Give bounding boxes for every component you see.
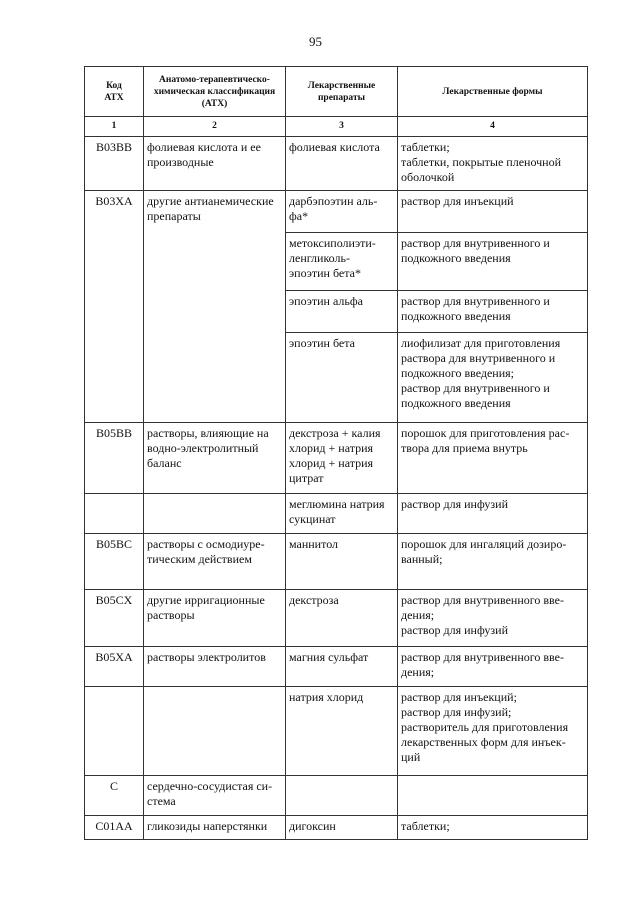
text-line: фолиевая кислота и ее bbox=[147, 140, 261, 154]
header-drugs bbox=[286, 67, 398, 117]
dosage-forms bbox=[398, 137, 588, 191]
dosage-forms bbox=[398, 647, 588, 687]
header-row bbox=[85, 67, 588, 117]
table-row bbox=[85, 647, 588, 687]
atc-class bbox=[144, 137, 286, 191]
text-line: метоксиполиэти- bbox=[289, 236, 376, 250]
dosage-forms bbox=[398, 291, 588, 333]
drug-name bbox=[286, 687, 398, 776]
atc-code: B05BC bbox=[85, 534, 144, 590]
text-line: раствор для инъекций; bbox=[401, 690, 517, 704]
text-line: хлорид + натрия bbox=[289, 456, 374, 470]
table-row bbox=[85, 191, 588, 233]
text-line: Лекарственные формы bbox=[442, 86, 543, 97]
drug-name bbox=[286, 423, 398, 494]
text-line: Анатомо-терапевтическо- bbox=[159, 74, 270, 85]
atc-class bbox=[144, 191, 286, 423]
text-line: сукцинат bbox=[289, 512, 336, 526]
atc-code: B03BB bbox=[85, 137, 144, 191]
atc-class bbox=[144, 494, 286, 534]
text-line: эпоэтин бета* bbox=[289, 266, 361, 280]
text-line: дигоксин bbox=[289, 819, 336, 833]
table-row bbox=[85, 687, 588, 776]
text-line: химическая классификация bbox=[153, 86, 276, 97]
atc-class bbox=[144, 534, 286, 590]
text-line: порошок для приготовления рас- bbox=[401, 426, 570, 440]
column-number: 1 bbox=[85, 117, 144, 137]
text-line: раствор для внутривенного вве- bbox=[401, 593, 564, 607]
text-line: порошок для ингаляций дозиро- bbox=[401, 537, 567, 551]
text-line: стема bbox=[147, 794, 176, 808]
text-line: эпоэтин альфа bbox=[289, 294, 363, 308]
dosage-forms bbox=[398, 534, 588, 590]
drug-name bbox=[286, 291, 398, 333]
text-line: ленгликоль- bbox=[289, 251, 350, 265]
text-line: растворитель для приготовления bbox=[401, 720, 569, 734]
dosage-forms bbox=[398, 191, 588, 233]
drug-name bbox=[286, 534, 398, 590]
dosage-forms bbox=[398, 333, 588, 423]
text-line: декстроза + калия bbox=[289, 426, 381, 440]
header-code bbox=[85, 67, 144, 117]
table-row bbox=[85, 776, 588, 816]
text-line: раствор для инфузий; bbox=[401, 705, 512, 719]
text-line: раствор для внутривенного вве- bbox=[401, 650, 564, 664]
text-line: раствор для внутривенного и bbox=[401, 381, 550, 395]
atc-class bbox=[144, 590, 286, 647]
atc-class bbox=[144, 776, 286, 816]
text-line: раствор для внутривенного и bbox=[401, 236, 550, 250]
dosage-forms bbox=[398, 816, 588, 840]
page-number: 95 bbox=[309, 34, 322, 49]
atc-code: B05CX bbox=[85, 590, 144, 647]
table-row bbox=[85, 590, 588, 647]
text-line: цитрат bbox=[289, 471, 324, 485]
drug-name bbox=[286, 191, 398, 233]
table-row bbox=[85, 494, 588, 534]
atc-class bbox=[144, 687, 286, 776]
dosage-forms bbox=[398, 776, 588, 816]
table-row bbox=[85, 816, 588, 840]
text-line: баланс bbox=[147, 456, 182, 470]
atc-code: B05XA bbox=[85, 647, 144, 687]
atc-code bbox=[85, 687, 144, 776]
dosage-forms bbox=[398, 687, 588, 776]
text-line: водно-электролитный bbox=[147, 441, 259, 455]
drug-name bbox=[286, 333, 398, 423]
text-line: растворы bbox=[147, 608, 195, 622]
text-line: гликозиды наперстянки bbox=[147, 819, 268, 833]
text-line: эпоэтин бета bbox=[289, 336, 355, 350]
atc-code: C01AA bbox=[85, 816, 144, 840]
atc-code: B05BB bbox=[85, 423, 144, 494]
text-line: натрия хлорид bbox=[289, 690, 364, 704]
text-line: раствора для внутривенного и bbox=[401, 351, 556, 365]
table-row bbox=[85, 534, 588, 590]
atc-drug-table bbox=[84, 66, 588, 840]
atc-class bbox=[144, 423, 286, 494]
text-line: оболочкой bbox=[401, 170, 455, 184]
text-line: подкожного введения bbox=[401, 251, 511, 265]
text-line: раствор для инфузий bbox=[401, 497, 508, 511]
text-line: раствор для инъекций bbox=[401, 194, 514, 208]
text-line: ванный; bbox=[401, 552, 443, 566]
text-line: ций bbox=[401, 750, 421, 764]
text-line: декстроза bbox=[289, 593, 339, 607]
text-line: меглюмина натрия bbox=[289, 497, 385, 511]
text-line: Лекарственные bbox=[307, 80, 376, 91]
text-line: (АТХ) bbox=[201, 98, 228, 109]
table-row bbox=[85, 423, 588, 494]
column-number: 2 bbox=[144, 117, 286, 137]
header-atc-classification bbox=[144, 67, 286, 117]
text-line: хлорид + натрия bbox=[289, 441, 374, 455]
text-line: таблетки, покрытые пленочной bbox=[401, 155, 562, 169]
text-line: тическим действием bbox=[147, 552, 252, 566]
dosage-forms bbox=[398, 590, 588, 647]
text-line: фолиевая кислота bbox=[289, 140, 380, 154]
text-line: лиофилизат для приготовления bbox=[401, 336, 561, 350]
text-line: дения; bbox=[401, 665, 435, 679]
drug-name bbox=[286, 233, 398, 291]
dosage-forms bbox=[398, 423, 588, 494]
text-line: Код bbox=[106, 80, 122, 91]
text-line: другие ирригационные bbox=[147, 593, 265, 607]
atc-code: C bbox=[85, 776, 144, 816]
atc-class bbox=[144, 647, 286, 687]
text-line: растворы электролитов bbox=[147, 650, 266, 664]
text-line: маннитол bbox=[289, 537, 339, 551]
text-line: препараты bbox=[317, 92, 366, 103]
header-dosage-forms bbox=[398, 67, 588, 117]
text-line: подкожного введения bbox=[401, 396, 511, 410]
atc-code bbox=[85, 494, 144, 534]
drug-name bbox=[286, 494, 398, 534]
atc-class bbox=[144, 816, 286, 840]
column-number: 3 bbox=[286, 117, 398, 137]
text-line: дарбэпоэтин аль- bbox=[289, 194, 378, 208]
text-line: таблетки; bbox=[401, 140, 450, 154]
dosage-forms bbox=[398, 494, 588, 534]
text-line: другие антианемические bbox=[147, 194, 274, 208]
drug-name bbox=[286, 590, 398, 647]
drug-name bbox=[286, 816, 398, 840]
drug-name bbox=[286, 647, 398, 687]
text-line: магния сульфат bbox=[289, 650, 369, 664]
text-line: сердечно-сосудистая си- bbox=[147, 779, 273, 793]
text-line: АТХ bbox=[104, 92, 124, 103]
text-line: растворы с осмодиуре- bbox=[147, 537, 265, 551]
dosage-forms bbox=[398, 233, 588, 291]
text-line: дения; bbox=[401, 608, 435, 622]
text-line: таблетки; bbox=[401, 819, 450, 833]
text-line: растворы, влияющие на bbox=[147, 426, 269, 440]
column-number-row bbox=[85, 117, 588, 137]
drug-name bbox=[286, 776, 398, 816]
atc-code: B03XA bbox=[85, 191, 144, 423]
text-line: фа* bbox=[289, 209, 309, 223]
text-line: лекарственных форм для инъек- bbox=[401, 735, 566, 749]
text-line: подкожного введения bbox=[401, 309, 511, 323]
text-line: препараты bbox=[147, 209, 201, 223]
text-line: раствор для инфузий bbox=[401, 623, 508, 637]
text-line: твора для приема внутрь bbox=[401, 441, 528, 455]
table-row bbox=[85, 137, 588, 191]
drug-name bbox=[286, 137, 398, 191]
text-line: подкожного введения; bbox=[401, 366, 514, 380]
column-number: 4 bbox=[398, 117, 588, 137]
text-line: раствор для внутривенного и bbox=[401, 294, 550, 308]
text-line: производные bbox=[147, 155, 214, 169]
